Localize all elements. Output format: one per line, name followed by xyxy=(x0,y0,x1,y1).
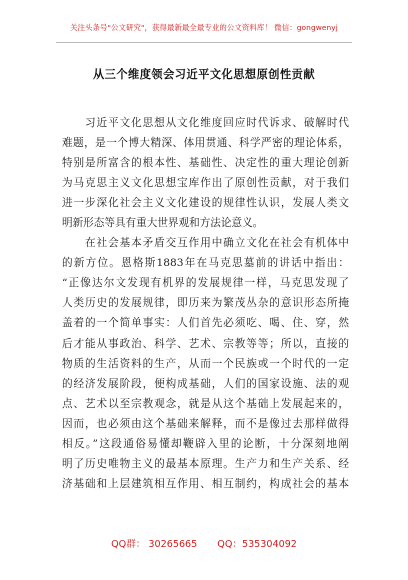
document-title: 从三个维度领会习近平文化思想原创性贡献 xyxy=(92,67,316,81)
header-divider xyxy=(56,42,352,43)
body-line: 盖着的一个简单事实：人们首先必须吃、喝、住、穿，然 xyxy=(62,317,349,330)
header-banner: 关注头条号"公文研究"，获得最新最全最专业的公文资料库！ 微信：gongwenyj xyxy=(70,23,338,32)
paragraph-1 xyxy=(62,113,349,233)
footer-qq-group: QQ群： 30265665 xyxy=(111,539,198,550)
body-line: 物质的生活资料的生产，从而一个民族或一个时代的一定 xyxy=(62,357,349,370)
body-line: 在社会基本矛盾交互作用中确立文化在社会有机体中 xyxy=(62,237,349,250)
paragraph-2 xyxy=(62,233,349,494)
body-line: 习近平文化思想从文化维度回应时代诉求、破解时代 xyxy=(62,117,349,129)
body-line: 进一步深化社会主义文化建设的规律性认识，发展人类文 xyxy=(62,197,349,210)
body-line: 点、艺术以至宗教观念，就是从这个基础上发展起来的， xyxy=(62,397,349,410)
body-line: 人类历史的发展规律，即历来为繁茂丛杂的意识形态所掩 xyxy=(62,297,349,310)
body-line: 明新形态等具有重大世界观和方法论意义。 xyxy=(62,217,264,230)
body-line: 济基础和上层建筑相互作用、相互制约，构成社会的基本 xyxy=(62,477,349,490)
footer-contact xyxy=(0,536,408,550)
body-line: 后才能从事政治、科学、艺术、宗教等等；所以，直接的 xyxy=(62,337,349,350)
body-line: 因而，也必须由这个基础来解释，而不是像过去那样做得 xyxy=(62,417,349,430)
body-line: 为马克思主义文化思想宝库作出了原创性贡献，对于我们 xyxy=(62,177,349,190)
document-body xyxy=(62,113,349,494)
body-line: 的经济发展阶段，便构成基础，人们的国家设施、法的观 xyxy=(62,377,349,390)
footer-qq-number: QQ：535304092 xyxy=(217,539,297,550)
body-line: 明了历史唯物主义的最基本原理。生产力和生产关系、经 xyxy=(62,457,349,470)
body-line: “正像达尔文发现有机界的发展规律一样，马克思发现了 xyxy=(62,277,349,290)
body-line: 的新方位。恩格斯1883年在马克思墓前的讲话中指出： xyxy=(62,257,349,270)
body-line: 难题，是一个博大精深、体用贯通、科学严密的理论体系， xyxy=(62,137,349,150)
body-line: 相反。”这段通俗易懂却鞭辟入里的论断，十分深刻地阐 xyxy=(62,437,349,450)
body-line: 特别是所富含的根本性、基础性、决定性的重大理论创新 xyxy=(62,157,349,170)
